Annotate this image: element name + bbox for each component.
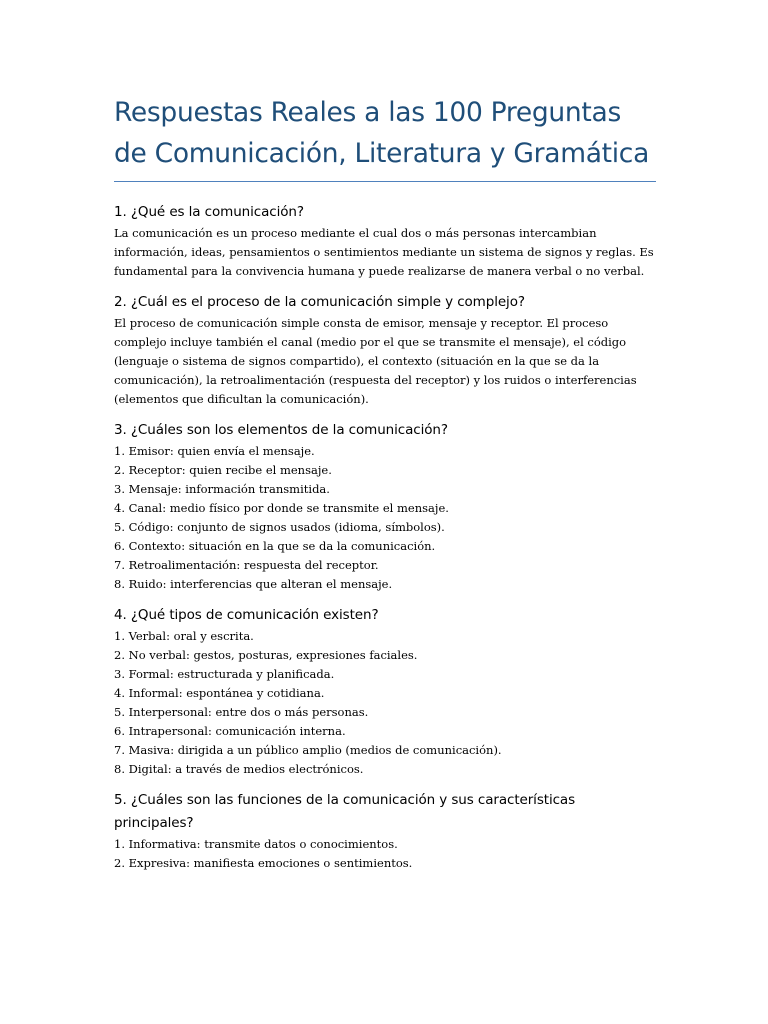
question-heading: 2. ¿Cuál es el proceso de la comunicación simple y complejo?	[114, 294, 525, 310]
list-item: 5. Interpersonal: entre dos o más personas.	[114, 705, 369, 719]
document-title: Respuestas Reales a las 100 Preguntas de Comunicación, Literatura y Gramática	[114, 97, 650, 169]
list-item: 7. Masiva: dirigida a un público amplio (medios de comunicación).	[114, 743, 502, 757]
list-item: 7. Retroalimentación: respuesta del receptor.	[114, 558, 379, 572]
answer-list	[114, 627, 656, 779]
document-page	[114, 93, 656, 883]
list-item: 5. Código: conjunto de signos usados (idioma, símbolos).	[114, 520, 445, 534]
list-item: 1. Verbal: oral y escrita.	[114, 629, 254, 643]
list-item: 1. Informativa: transmite datos o conocimientos.	[114, 837, 398, 851]
question-heading: 4. ¿Qué tipos de comunicación existen?	[114, 607, 379, 623]
answer-paragraph: El proceso de comunicación simple consta de emisor, mensaje y receptor. El proceso complejo incluye también el canal (medio por el que se transmite el mensaje), el código (lenguaje o sistema de signos compartido), el contexto (situación en la que se da la comunicación), la retroalimentación (respuesta del receptor) y los ruidos o interferencias (elementos que dificultan la comunicación).	[114, 316, 637, 406]
question-2	[114, 291, 656, 409]
list-item: 4. Informal: espontánea y cotidiana.	[114, 686, 325, 700]
question-heading: 3. ¿Cuáles son los elementos de la comunicación?	[114, 422, 448, 438]
list-item: 3. Mensaje: información transmitida.	[114, 482, 330, 496]
question-3	[114, 419, 656, 594]
list-item: 4. Canal: medio físico por donde se transmite el mensaje.	[114, 501, 449, 515]
list-item: 2. No verbal: gestos, posturas, expresiones faciales.	[114, 648, 418, 662]
question-4	[114, 604, 656, 779]
question-heading: 1. ¿Qué es la comunicación?	[114, 204, 304, 220]
list-item: 6. Intrapersonal: comunicación interna.	[114, 724, 346, 738]
list-item: 1. Emisor: quien envía el mensaje.	[114, 444, 315, 458]
list-item: 8. Ruido: interferencias que alteran el mensaje.	[114, 577, 393, 591]
title-divider	[114, 181, 656, 182]
list-item: 6. Contexto: situación en la que se da la comunicación.	[114, 539, 436, 553]
list-item: 2. Expresiva: manifiesta emociones o sentimientos.	[114, 856, 413, 870]
list-item: 2. Receptor: quien recibe el mensaje.	[114, 463, 332, 477]
question-heading: 5. ¿Cuáles son las funciones de la comunicación y sus características principales?	[114, 792, 576, 831]
question-1	[114, 201, 656, 281]
question-5	[114, 789, 656, 873]
answer-paragraph: La comunicación es un proceso mediante el cual dos o más personas intercambian información, ideas, pensamientos o sentimientos mediante un sistema de signos y reglas. Es fundamental para la convivencia humana y puede realizarse de manera verbal o no verbal.	[114, 226, 654, 278]
answer-list	[114, 835, 656, 873]
answer-list	[114, 442, 656, 594]
list-item: 3. Formal: estructurada y planificada.	[114, 667, 335, 681]
list-item: 8. Digital: a través de medios electrónicos.	[114, 762, 364, 776]
